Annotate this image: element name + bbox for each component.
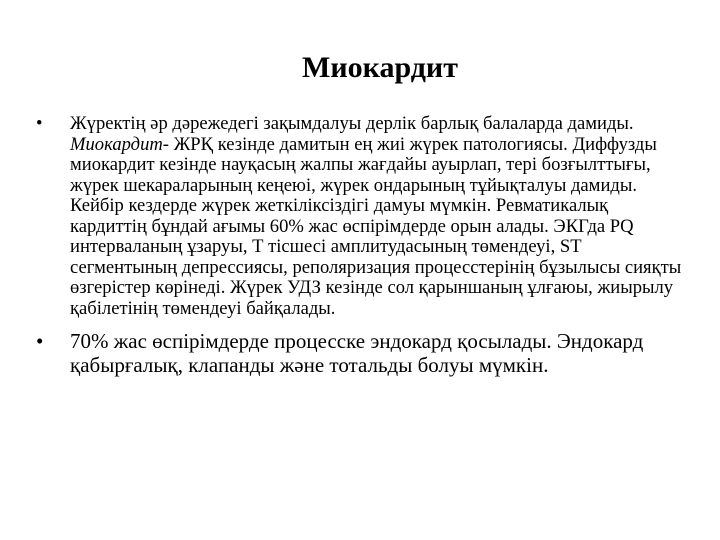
- bullet-text: 70% жас өспірімдерде процесске эндокард қосылады. Эндокард қабырғалық, клапанды және тотальды болуы мүмкін.: [70, 329, 644, 377]
- bullet-list: [36, 114, 686, 377]
- slide-title: Миокардит: [302, 51, 458, 84]
- bullet-marker: •: [36, 113, 43, 134]
- emphasized-term: Миокардит: [70, 133, 163, 155]
- bullet-item: [36, 114, 686, 319]
- bullet-lead-text: Жүректің әр дәрежедегі зақымдалуы дерлік барлық балаларда дамиды.: [70, 113, 634, 134]
- bullet-text: [70, 114, 686, 319]
- bullet-marker: •: [36, 329, 44, 353]
- bullet-item: [36, 330, 686, 377]
- bullet-body-text: - ЖРҚ кезінде дамитын ең жиі жүрек патологиясы. Диффузды миокардит кезінде науқасың жалпы жағдайы ауырлап, тері бозғылттығы, жүрек шекараларының кеңеюі, жүрек ондарының тұйықталуы дамиды. Кейбір кездерде жүрек жеткіліксіздігі дамуы мүмкін. Ревматикалық кардиттің бұндай ағымы 60% жас өспірімдерде орын алады. ЭКГда PQ интерваланың ұзаруы, Т тісшесі амплитудасының төмендеуі, ST сегментының депрессиясы, реполяризация процесстерінің бұзылысы сияқты өзгерістер көрінеді. Жүрек УДЗ кезінде сол қарыншаның ұлғаюы, жиырылу қабілетінің төмендеуі байқалады.: [70, 133, 682, 319]
